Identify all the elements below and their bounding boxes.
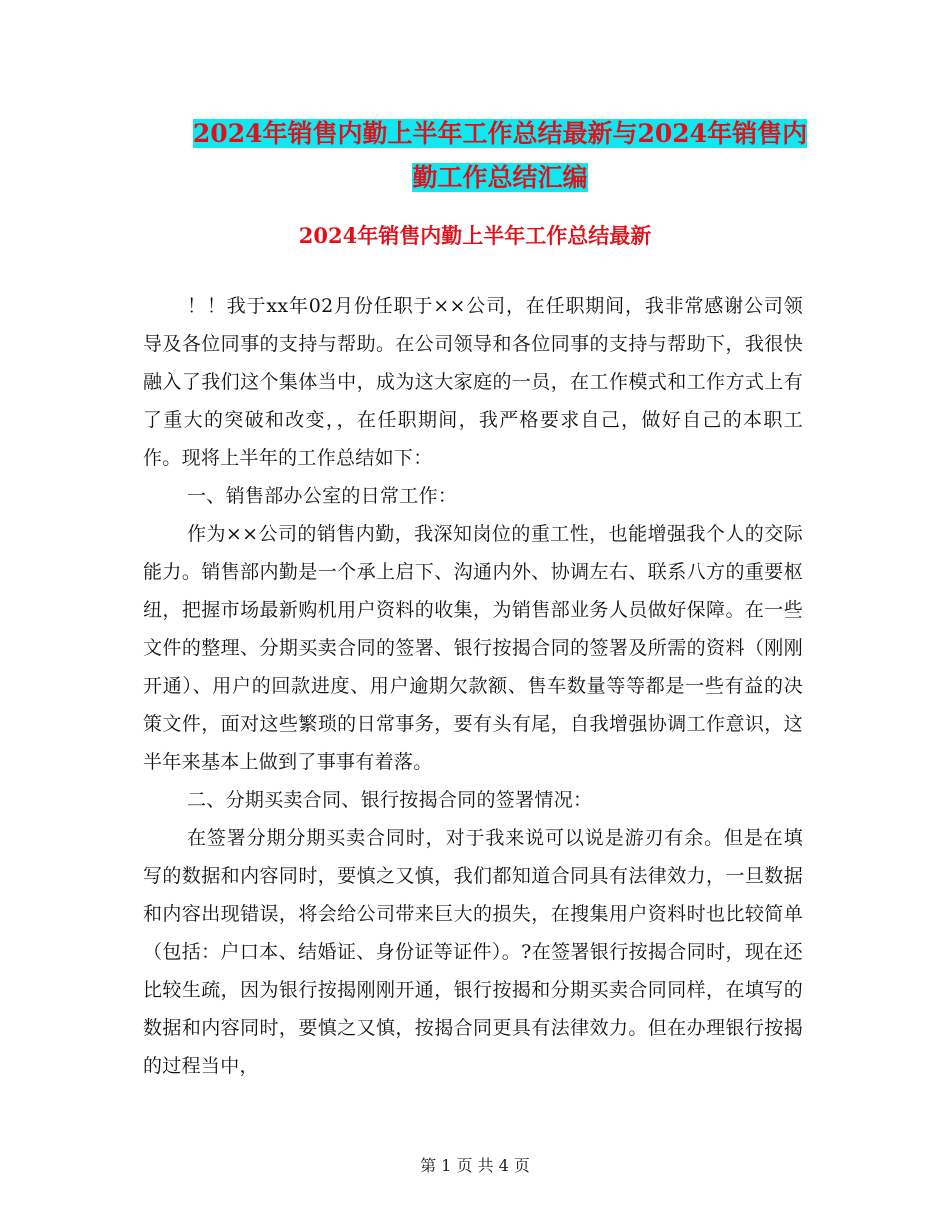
document-title <box>130 112 870 200</box>
heading-contracts: 二、分期买卖合同、银行按揭合同的签署情况： <box>187 789 593 811</box>
document-title-line-1: 2024年销售内勤上半年工作总结最新与2024年销售内 <box>192 119 808 148</box>
document-body <box>143 287 803 1085</box>
section-title: 2024年销售内勤上半年工作总结最新 <box>298 223 652 248</box>
paragraph-intro: ！！我于xx年02月份任职于××公司，在任职期间，我非常感谢公司领导及各位同事的支持与帮助。在公司领导和各位同事的支持与帮助下，我很快融入了我们这个集体当中，成为这大家庭的一员，在工作模式和工作方式上有了重大的突破和改变，，在任职期间，我严格要求自己，做好自己的本职工作。现将上半年的工作总结如下： <box>143 295 803 469</box>
heading-daily-work: 一、销售部办公室的日常工作： <box>187 485 458 507</box>
paragraph-daily-work: 作为××公司的销售内勤，我深知岗位的重工性，也能增强我个人的交际能力。销售部内勤是一个承上启下、沟通内外、协调左右、联系八方的重要枢纽，把握市场最新购机用户资料的收集，为销售部业务人员做好保障。在一些文件的整理、分期买卖合同的签署、银行按揭合同的签署及所需的资料（刚刚开通）、用户的回款进度、用户逾期欠款额、售车数量等等都是一些有益的决策文件，面对这些繁琐的日常事务，要有头有尾，自我增强协调工作意识，这半年来基本上做到了事事有着落。 <box>143 523 803 773</box>
page-number-footer: 第 1 页 共 4 页 <box>420 1156 530 1175</box>
paragraph-contracts: 在签署分期分期买卖合同时，对于我来说可以说是游刃有余。但是在填写的数据和内容同时，要慎之又慎，我们都知道合同具有法律效力，一旦数据和内容出现错误，将会给公司带来巨大的损失，在搜集用户资料时也比较简单（包括：户口本、结婚证、身份证等证件）。?在签署银行按揭合同时，现在还比较生疏，因为银行按揭刚刚开通，银行按揭和分期买卖合同同样，在填写的数据和内容同时，要慎之又慎，按揭合同更具有法律效力。但在办理银行按揭的过程当中， <box>143 827 803 1077</box>
document-title-line-2: 勤工作总结汇编 <box>412 163 588 192</box>
